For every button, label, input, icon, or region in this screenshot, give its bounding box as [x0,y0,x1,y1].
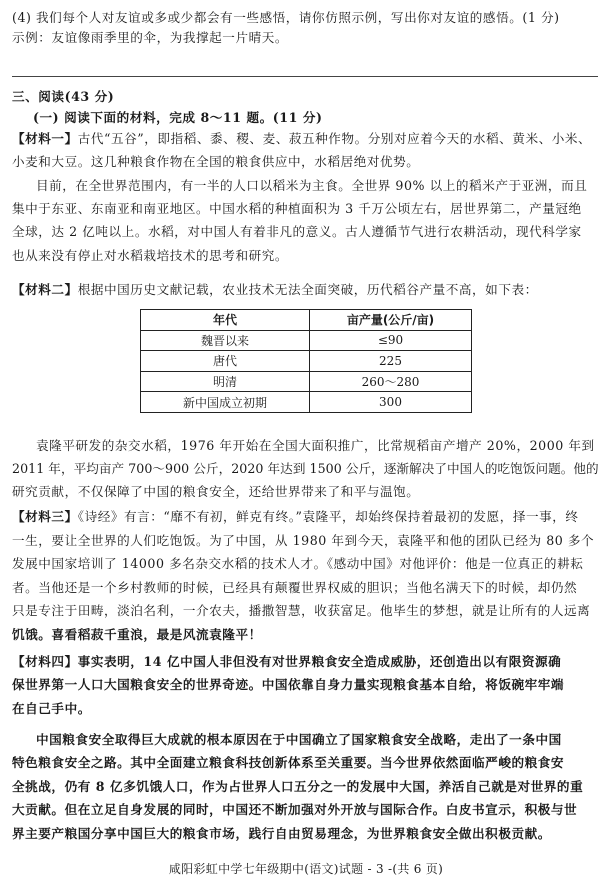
material-4-line-3: 在自己手中。 [12,701,91,716]
material-3-line-3: 发展中国家培训了 14000 多名杂交水稻的技术人才。《感动中国》对他评价：他是一位真正的耕耘 [12,556,584,571]
material-4-line-8: 界主要产粮国分享中国巨大的粮食市场，践行自由贸易理念，为世界粮食安全做出积极贡献。 [12,826,551,841]
material-4-line-5: 特色粮食安全之路。其中全面建立粮食科技创新体系至关重要。当今世界依然面临严峻的粮食安 [12,755,565,770]
material-1-line-4: 集中于东亚、东南亚和南亚地区。中国水稻的种植面积为 3 千万公顷左右，居世界第二，产量冠绝 [12,201,582,216]
table-cell-era: 魏晋以来 [141,330,310,351]
material-4-line-1: 【材料四】事实表明，14 亿中国人非但没有对世界粮食安全造成威胁，还创造出以有限资源确 [12,654,562,669]
table-row [141,351,472,372]
material-2-after-1: 袁隆平研发的杂交水稻，1976 年开始在全国大面积推广，比常规稻亩产增产 20%，2000 年到 [36,438,595,453]
material-4-line-2: 保世界第一人口大国粮食安全的世界奇迹。中国依靠自身力量实现粮食基本自给，将饭碗牢牢端 [12,677,565,692]
question-4-example: 示例：友谊像雨季里的伞，为我撑起一片晴天。 [12,30,289,45]
material-1-line-2: 小麦和大豆。这几种粮食作物在全国的粮食供应中，水稻居绝对优势。 [12,154,420,169]
material-3-line-2: 一生，要让全世界的人们吃饱饭。为了中国，从 1980 年到今天，袁隆平和他的团队已经为 80 多个 [12,533,595,548]
table-cell-era: 新中国成立初期 [141,392,310,413]
material-1-line-5: 全球，达 2 亿吨以上。水稻，对中国人有着非凡的意义。古人遵循节气进行农耕活动，现代科学家 [12,224,582,239]
material-2-after-2: 2011 年，平均亩产 700～900 公斤，2020 年达到 1500 公斤，逐渐解决了中国人的吃饱饭问题。他的 [12,461,599,476]
material-1-line-6: 也从来没有停止对水稻栽培技术的思考和研究。 [12,248,289,263]
table-cell-era: 明清 [141,371,310,392]
material-2-after-3: 研究贡献，不仅保障了中国的粮食安全，还给世界带来了和平与温饱。 [12,484,420,499]
table-header-row [141,310,472,331]
material-1-line-1: 【材料一】古代“五谷”，即指稻、黍、稷、麦、菽五种作物。分别对应着今天的水稻、黄米、小米、 [12,131,592,146]
table-header-era: 年代 [141,310,310,331]
question-4: (4) 我们每个人对友谊或多或少都会有一些感悟，请你仿照示例，写出你对友谊的感悟。(1 分) [12,10,560,25]
material-3-line-1: 【材料三】《诗经》有言：“靡不有初，鲜克有终。”袁隆平，却始终保持着最初的发愿，择一事，终 [12,509,579,524]
material-2-intro: 【材料二】根据中国历史文献记载，农业技术无法全面突破，历代稻谷产量不高，如下表： [12,282,538,297]
sub-section-title: (一) 阅读下面的材料，完成 8～11 题。(11 分) [33,110,323,125]
answer-divider [12,76,598,77]
table-header-yield: 亩产量(公斤/亩) [310,310,472,331]
material-3-line-6: 饥饿。喜看稻菽千重浪，最是风流袁隆平！ [12,627,262,642]
page-footer: 咸阳彩虹中学七年级期中(语文)试题 - 3 -(共 6 页) [168,862,444,876]
table-cell-era: 唐代 [141,351,310,372]
material-1-line-3: 目前，在全世界范围内，有一半的人口以稻米为主食。全世界 90% 以上的稻米产于亚洲，而且 [36,178,588,193]
material-4-line-6: 全挑战，仍有 8 亿多饥饿人口，作为占世界人口五分之一的发展中大国，养活自己就是对世界的重 [12,779,584,794]
material-4-line-7: 大贡献。但在立足自身发展的同时，中国还不断加强对外开放与国际合作。白皮书宣示，积极与世 [12,802,578,817]
material-3-label: 【材料三】 [12,509,78,524]
material-4-label: 【材料四】 [12,654,78,669]
table-row [141,392,472,413]
material-3-line-4: 者。当他还是一个乡村教师的时候，已经具有颠覆世界权威的胆识；当他名满天下的时候，却仍然 [12,580,578,595]
table-cell-yield: 300 [310,392,472,413]
table-cell-yield: 225 [310,351,472,372]
material-4-line-4: 中国粮食安全取得巨大成就的根本原因在于中国确立了国家粮食安全战略，走出了一条中国 [36,732,562,747]
yield-table [140,309,472,413]
table-row [141,371,472,392]
material-2-label: 【材料二】 [12,282,78,297]
material-1-label: 【材料一】 [12,131,78,146]
table-cell-yield: 260～280 [310,371,472,392]
section-title: 三、阅读(43 分) [12,89,115,104]
table-row [141,330,472,351]
table-cell-yield: ≤90 [310,330,472,351]
material-3-line-5: 只是专注于田畴，淡泊名利，一介农夫，播撒智慧，收获富足。他毕生的梦想，就是让所有的人远离 [12,603,591,618]
